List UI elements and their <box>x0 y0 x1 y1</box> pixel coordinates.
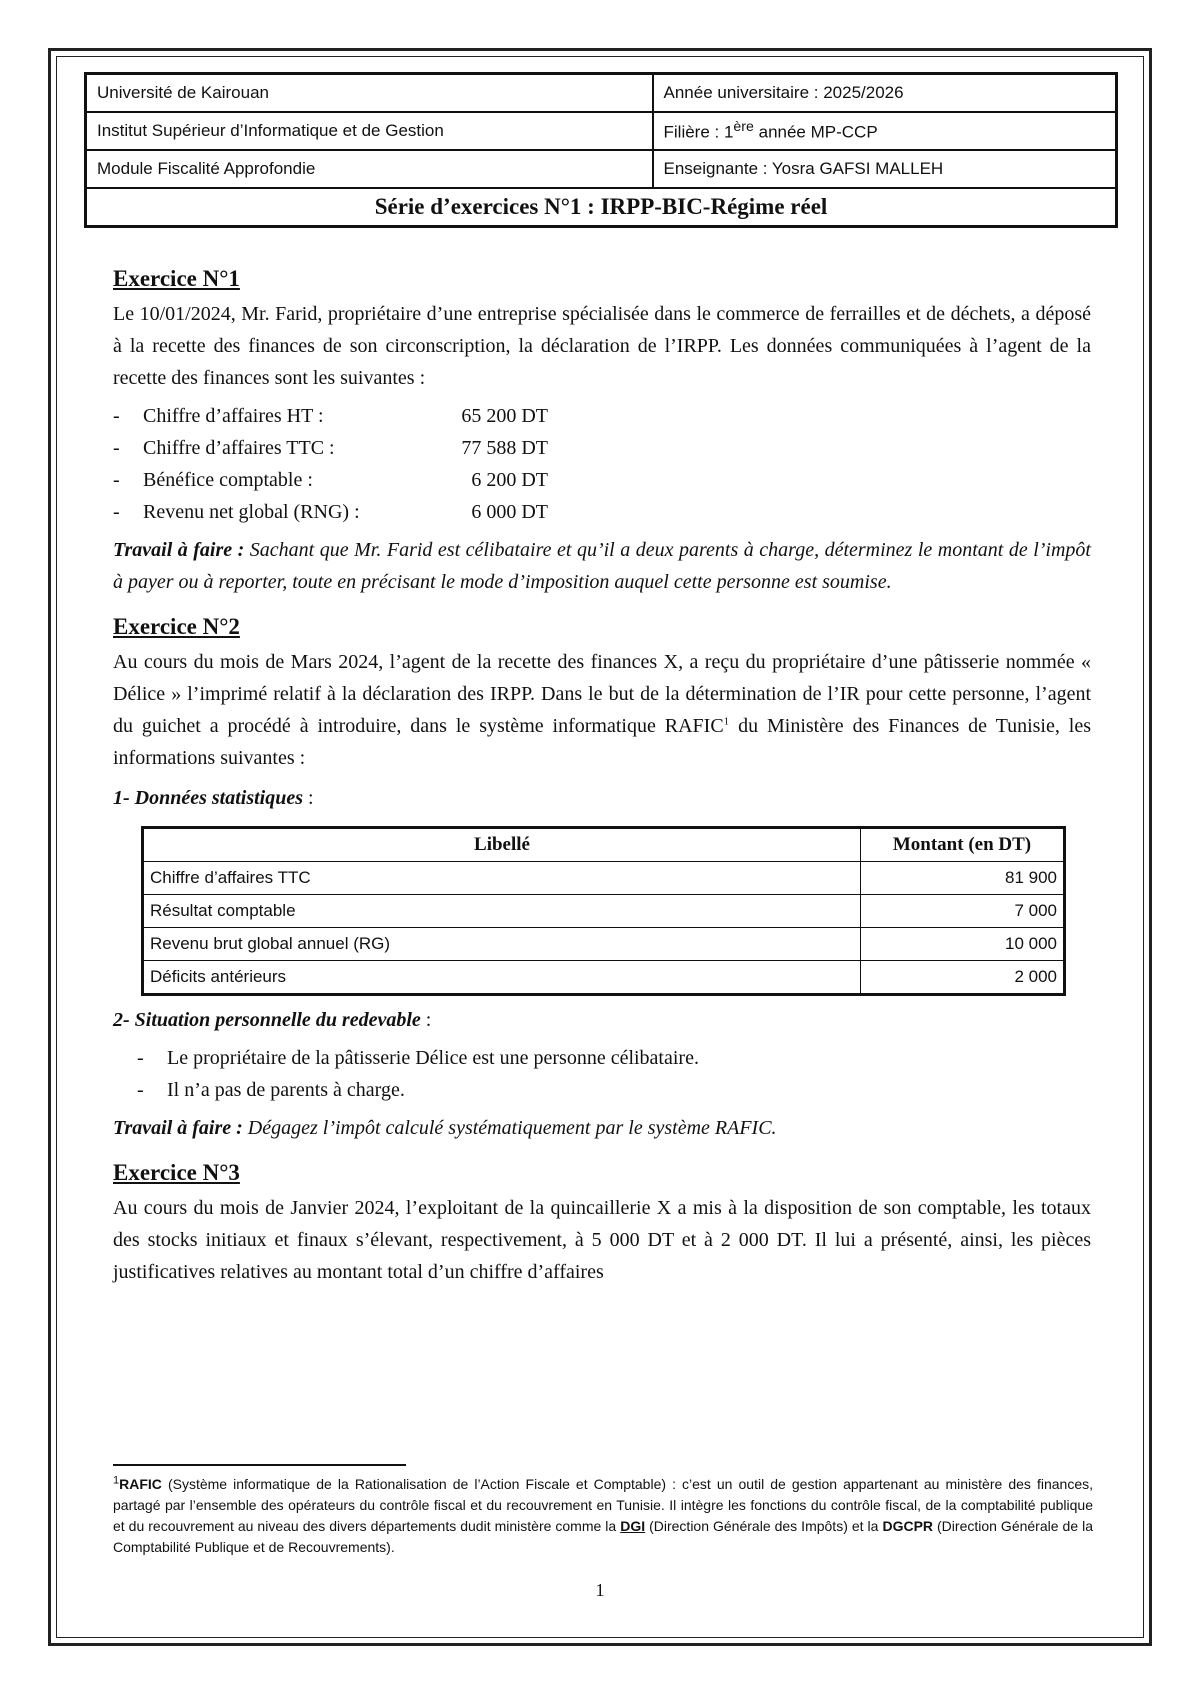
column-header-label: Libellé <box>143 828 861 862</box>
exercise-2-intro: Au cours du mois de Mars 2024, l’agent de la recette des finances X, a reçu du propriétaire d’une pâtisserie nommée « Délice » l’imprimé relatif à la déclaration des IRPP. Dans le but de la détermination de l’IR pour cette personne, l’agent du guichet a procédé à introduire, dans le système informatique RAFIC$^1$ du Ministère des Finances de Tunisie, les informations suivantes : <box>113 651 1091 769</box>
column-header-amount: Montant (en DT) <box>861 828 1065 862</box>
section-statistics-title: 1- Données statistiques : <box>113 787 314 809</box>
filiere-prefix: Filière : 1 <box>663 122 734 142</box>
header-table <box>84 72 1118 228</box>
page-content <box>113 260 1091 1288</box>
exercise-1-data-list <box>113 400 1091 528</box>
table-row: Résultat comptable 7 000 <box>143 895 1065 928</box>
exercise-3-title: Exercice N°3 <box>113 1160 240 1185</box>
exercise-2-title: Exercice N°2 <box>113 614 240 639</box>
filiere-cell <box>653 112 1117 150</box>
list-item: - Revenu net global (RNG) : 6 000 DT <box>113 496 1091 528</box>
page-number: 1 <box>595 1580 605 1600</box>
footnote-rafic: RAFIC <box>119 1476 162 1492</box>
year-cell: Année universitaire : 2025/2026 <box>653 74 1117 113</box>
exercise-1-task <box>113 534 1091 598</box>
teacher-cell: Enseignante : Yosra GAFSI MALLEH <box>653 150 1117 188</box>
exercise-1-intro: Le 10/01/2024, Mr. Farid, propriétaire d’une entreprise spécialisée dans le commerce de ferrailles et de déchets, a déposé à la recette des finances de son circonscription, la déclaration de l’IRPP. Les données communiquées à l’agent de la recette des finances sont les suivantes : <box>113 303 1091 389</box>
table-row: Revenu brut global annuel (RG) 10 000 <box>143 928 1065 961</box>
table-row: Chiffre d’affaires TTC 81 900 <box>143 862 1065 895</box>
footnote-separator <box>113 1464 406 1466</box>
exercise-2-task <box>113 1112 1091 1144</box>
footnote-number: 1 <box>113 1474 120 1487</box>
footnote-dgcpr: DGCPR <box>882 1518 934 1534</box>
university-cell: Université de Kairouan <box>86 74 653 113</box>
filiere-sup: ère <box>733 119 754 136</box>
task-text: Sachant que Mr. Farid est célibataire et qu’il a deux parents à charge, déterminez le montant de l’impôt à payer ou à reporter, toute en précisant le mode d’imposition auquel cette personne est soumise. <box>113 539 1091 593</box>
footnote-dgi: DGI <box>620 1518 646 1534</box>
exercise-2-personal-list <box>137 1042 1091 1106</box>
statistics-table <box>141 826 1066 996</box>
task-text: Dégagez l’impôt calculé systématiquement par le système RAFIC. <box>242 1117 777 1139</box>
module-cell: Module Fiscalité Approfondie <box>86 150 653 188</box>
footnote-ref[interactable]: 1 <box>723 715 730 728</box>
list-item: - Chiffre d’affaires HT : 65 200 DT <box>113 400 1091 432</box>
institute-cell: Institut Supérieur d’Informatique et de Gestion <box>86 112 653 150</box>
series-title: Série d’exercices N°1 : IRPP-BIC-Régime réel <box>86 188 1117 227</box>
list-item: - Chiffre d’affaires TTC : 77 588 DT <box>113 432 1091 464</box>
list-item: - Il n’a pas de parents à charge. <box>137 1074 1091 1106</box>
table-row: Déficits antérieurs 2 000 <box>143 961 1065 995</box>
exercise-3-intro: Au cours du mois de Janvier 2024, l’exploitant de la quincaillerie X a mis à la disposition de son comptable, les totaux des stocks initiaux et finaux s’élevant, respectivement, à 5 000 DT et à 2 000 DT. Il lui a présenté, ainsi, les pièces justificatives relatives au montant total d’un chiffre d’affaires <box>113 1197 1091 1283</box>
exercise-1-title: Exercice N°1 <box>113 266 240 291</box>
task-label: Travail à faire : <box>113 539 245 561</box>
section-personal-title: 2- Situation personnelle du redevable : <box>113 1009 432 1031</box>
footnote: $^1$RAFIC (Système informatique de la Rationalisation de l’Action Fiscale et Comptable) : c’est un outil de gestion appartenant au ministère des finances, partagé par l’ensemble des opérateurs du contrôle fiscal et du recouvrement en Tunisie. Il intègre les fonctions du contrôle fiscal, de la comptabilité publique et du recouvrement au niveau des divers départements dudit ministère comme la DGI (Direction Générale des Impôts) et la DGCPR (Direction Générale de la Comptabilité Publique et de Recouvrements). <box>113 1474 1094 1555</box>
list-item: - Bénéfice comptable : 6 200 DT <box>113 464 1091 496</box>
list-item: - Le propriétaire de la pâtisserie Délice est une personne célibataire. <box>137 1042 1091 1074</box>
filiere-suffix: année MP-CCP <box>753 122 878 142</box>
task-label: Travail à faire : <box>113 1117 243 1139</box>
